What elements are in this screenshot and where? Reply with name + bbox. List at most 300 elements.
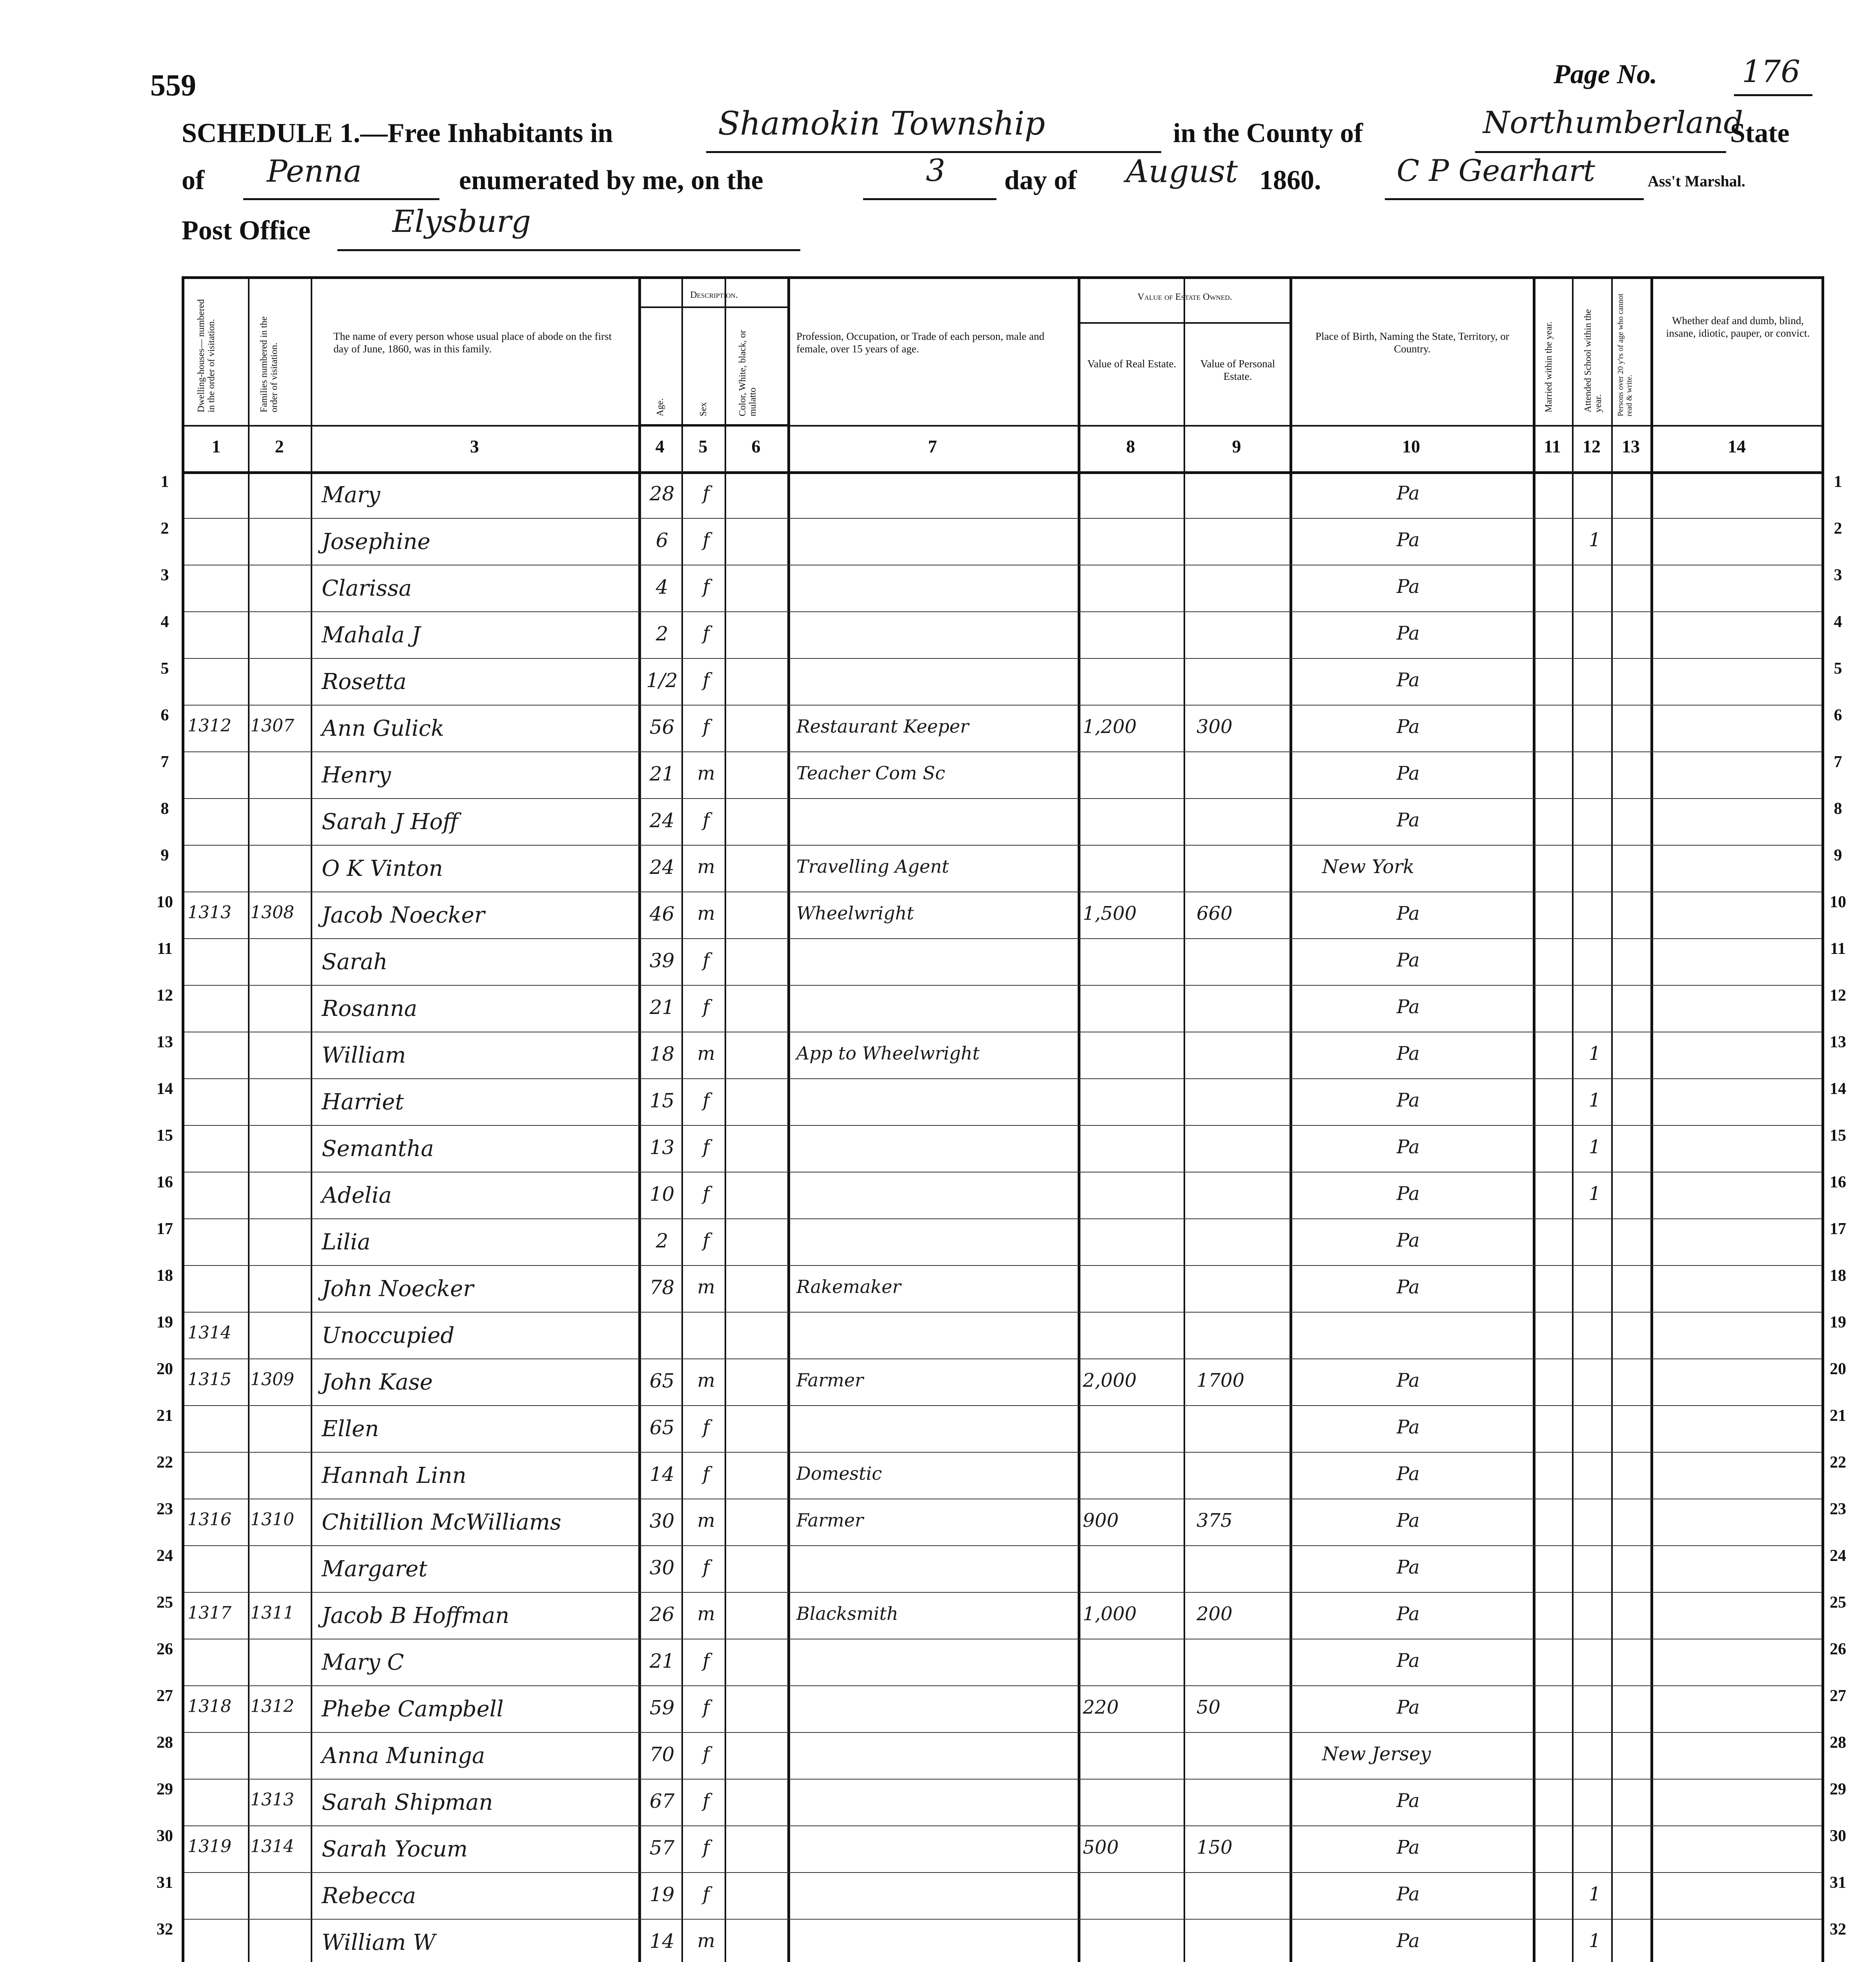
table-row [184,1499,1821,1545]
row-number: 27 [1830,1687,1846,1705]
age: 21 [649,996,675,1019]
year-value: 1860. [1259,165,1321,195]
age: 65 [649,1369,675,1392]
row-number: 15 [1830,1127,1846,1145]
birthplace: Pa [1397,1883,1420,1905]
row-number: 25 [157,1594,173,1612]
sex: f [703,1743,710,1765]
birthplace: Pa [1397,1556,1420,1578]
table-row [184,1825,1821,1872]
table-row [184,1452,1821,1499]
real-estate-value: 1,500 [1083,903,1137,924]
row-number: 15 [157,1127,173,1145]
birthplace: Pa [1397,1696,1420,1718]
row-number: 5 [1834,660,1842,678]
age: 19 [649,1883,675,1906]
person-name: Rebecca [322,1883,416,1909]
marshal-label: Ass't Marshal. [1648,172,1745,190]
person-name: Adelia [322,1183,392,1208]
header-bottom-line [184,425,1821,427]
row-number: 31 [1830,1874,1846,1892]
real-estate-value: 500 [1083,1836,1119,1858]
row-number: 8 [160,800,169,818]
birthplace: Pa [1397,1510,1420,1532]
sex: m [697,1510,715,1532]
attended-school: 1 [1588,1183,1601,1205]
age: 26 [649,1603,675,1626]
age: 56 [649,716,675,738]
sex: m [697,1043,715,1065]
real-estate-value: 900 [1083,1510,1119,1532]
dwelling-number: 1318 [188,1696,231,1716]
page-label: Page No. [1554,59,1657,89]
sex: f [703,529,710,551]
enumerated-label: enumerated by me, on the [459,165,763,195]
sex: m [697,856,715,878]
sex: f [703,1556,710,1578]
row-number: 30 [1830,1827,1846,1845]
row-number: 1 [160,473,169,491]
row-number: 20 [157,1360,173,1378]
page-number: 176 [1742,54,1800,89]
occupation: Farmer [796,1369,864,1391]
age: 30 [649,1510,675,1532]
sex: f [703,1463,710,1485]
sex: f [703,1650,710,1672]
row-number: 3 [1834,566,1842,584]
row-number: 24 [1830,1547,1846,1565]
age: 2 [656,1229,668,1252]
table-row [184,518,1821,565]
row-number: 19 [157,1313,173,1331]
state-label: State [1730,118,1790,148]
birthplace: Pa [1397,762,1420,784]
row-number: 16 [157,1173,173,1191]
table-row [184,611,1821,658]
age: 6 [656,529,668,552]
sex: m [697,1603,715,1625]
sex: f [703,576,710,598]
row-number: 11 [157,940,173,958]
birthplace: Pa [1397,576,1420,598]
birthplace: Pa [1397,903,1420,924]
sex: f [703,1790,710,1812]
birthplace: Pa [1397,1836,1420,1858]
row-number: 19 [1830,1313,1846,1331]
occupation: App to Wheelwright [796,1043,980,1064]
row-number: 18 [157,1267,173,1285]
age: 67 [649,1790,675,1812]
table-row [184,1919,1821,1962]
day-of-label: day of [1004,165,1077,195]
dwelling-number: 1319 [188,1836,231,1856]
col-number: 5 [698,436,708,456]
row-number: 11 [1830,940,1846,958]
birthplace: New York [1322,856,1415,878]
table-row [184,471,1821,518]
row-number: 2 [160,520,169,538]
attended-school: 1 [1588,1089,1601,1111]
row-number: 29 [1830,1780,1846,1798]
age: 24 [649,856,675,879]
col-number: 3 [470,436,479,456]
row-number: 22 [1830,1453,1846,1472]
birthplace: Pa [1397,1790,1420,1812]
col-number: 2 [275,436,284,456]
row-number: 1 [1834,473,1842,491]
age: 14 [649,1930,675,1953]
row-number: 14 [1830,1080,1846,1098]
table-row [184,1685,1821,1732]
table-row [184,1032,1821,1078]
township-value: Shamokin Township [718,105,1045,142]
row-number: 32 [157,1920,173,1938]
birthplace: New Jersey [1322,1743,1431,1765]
row-number: 9 [1834,846,1842,864]
col10-header: Place of Birth, Naming the State, Territory, or Country. [1315,330,1509,355]
table-row [184,938,1821,985]
occupation: Wheelwright [796,903,914,924]
birthplace: Pa [1397,1089,1420,1111]
occupation: Farmer [796,1510,864,1531]
person-name: Unoccupied [322,1323,455,1348]
row-number: 10 [157,893,173,911]
row-number: 14 [157,1080,173,1098]
row-number: 16 [1830,1173,1846,1191]
family-number: 1313 [250,1790,294,1810]
person-name: Chitillion McWilliams [322,1510,561,1535]
col9-header: Value of Personal Estate. [1200,358,1275,382]
col14-header: Whether deaf and dumb, blind, insane, idiotic, pauper, or convict. [1666,315,1810,339]
age: 13 [649,1136,675,1159]
row-numbers-right [1826,469,1854,1962]
dwelling-number: 1317 [188,1603,231,1623]
col1-header: Dwelling-houses— numbered in the order of visitation. [196,299,217,412]
attended-school: 1 [1588,1043,1601,1065]
person-name: Henry [322,762,391,788]
dwelling-number: 1316 [188,1510,231,1530]
row-number: 22 [157,1453,173,1472]
birthplace: Pa [1397,1463,1420,1485]
person-name: William W [322,1930,436,1955]
person-name: John Noecker [322,1276,474,1302]
birthplace: Pa [1397,809,1420,831]
marshal-value: C P Gearhart [1397,153,1596,188]
row-number: 7 [160,753,169,771]
age: 1/2 [646,669,678,692]
person-name: O K Vinton [322,856,443,881]
row-number: 27 [157,1687,173,1705]
sex: f [703,1183,710,1205]
col-number: 7 [928,436,937,456]
sex: m [697,762,715,784]
row-number: 12 [157,986,173,1005]
table-row [184,658,1821,705]
sex: f [703,809,710,831]
col-number: 12 [1583,436,1601,456]
sex: f [703,1136,710,1158]
occupation: Teacher Com Sc [796,762,945,784]
row-number: 23 [157,1500,173,1518]
table-row [184,751,1821,798]
table-row [184,1312,1821,1358]
row-number: 9 [160,846,169,864]
dwelling-number: 1314 [188,1323,231,1343]
occupation: Rakemaker [796,1276,901,1297]
post-office-label: Post Office [182,215,311,246]
col-number: 10 [1402,436,1420,456]
row-number: 25 [1830,1594,1846,1612]
schedule-title: SCHEDULE 1.—Free Inhabitants in [182,118,613,148]
post-office-value: Elysburg [392,204,531,239]
row-number: 29 [157,1780,173,1798]
state-value: Penna [267,154,362,189]
col-number: 4 [655,436,665,456]
age: 30 [649,1556,675,1579]
row-numbers-left [153,469,180,1962]
person-name: Phebe Campbell [322,1696,504,1722]
table-row [184,845,1821,892]
age: 4 [656,576,668,598]
sex: f [703,716,710,738]
data-rows [184,471,1821,1962]
family-number: 1309 [250,1369,294,1389]
age: 21 [649,762,675,785]
table-row [184,892,1821,938]
age: 18 [649,1043,675,1065]
person-name: Anna Muninga [322,1743,485,1769]
sex: f [703,1696,710,1718]
table-row [184,1358,1821,1405]
sex: m [697,903,715,924]
sex: f [703,622,710,644]
real-estate-value: 1,000 [1083,1603,1137,1625]
row-number: 28 [157,1734,173,1752]
age: 2 [656,622,668,645]
dwelling-number: 1313 [188,903,231,923]
person-name: Margaret [322,1556,428,1582]
row-number: 20 [1830,1360,1846,1378]
person-name: Sarah J Hoff [322,809,459,835]
row-number: 21 [157,1407,173,1425]
sex: f [703,949,710,971]
col-number: 13 [1622,436,1640,456]
table-row [184,1779,1821,1825]
col11-header: Married within the year. [1544,321,1554,412]
col-number: 14 [1728,436,1746,456]
family-number: 1307 [250,716,294,736]
occupation: Domestic [796,1463,882,1484]
age: 14 [649,1463,675,1486]
row-number: 6 [1834,706,1842,724]
row-number: 8 [1834,800,1842,818]
personal-estate-value: 50 [1197,1696,1221,1718]
col2-header: Families numbered in the order of visitation. [259,316,279,412]
age: 28 [649,482,675,505]
state-line [243,198,439,200]
age: 21 [649,1650,675,1672]
sex: f [703,996,710,1018]
table-row [184,985,1821,1032]
birthplace: Pa [1397,1650,1420,1672]
birthplace: Pa [1397,1930,1420,1952]
birthplace: Pa [1397,622,1420,644]
table-row [184,565,1821,611]
birthplace: Pa [1397,716,1420,738]
row-number: 21 [1830,1407,1846,1425]
person-name: Mary C [322,1650,404,1675]
age: 65 [649,1416,675,1439]
row-number: 26 [1830,1640,1846,1658]
col3-header: The name of every person whose usual place of abode on the first day of June, 1860, was in this family. [333,330,612,355]
person-name: Ann Gulick [322,716,444,741]
sex: m [697,1369,715,1391]
row-number: 32 [1830,1920,1846,1938]
personal-estate-value: 660 [1197,903,1233,924]
county-label: in the County of [1173,118,1363,148]
row-number: 2 [1834,520,1842,538]
census-table [182,276,1824,1962]
col-number: 6 [751,436,761,456]
person-name: William [322,1043,406,1068]
row-number: 10 [1830,893,1846,911]
birthplace: Pa [1397,482,1420,504]
age: 59 [649,1696,675,1719]
person-name: Lilia [322,1229,371,1255]
sex: f [703,1229,710,1251]
col7-header: Profession, Occupation, or Trade of each person, male and female, over 15 years of age. [796,330,1045,355]
sex: f [703,1883,710,1905]
age: 39 [649,949,675,972]
person-name: Rosetta [322,669,407,695]
table-row [184,1125,1821,1172]
table-row [184,798,1821,845]
page-number-line [1734,94,1812,96]
row-number: 3 [160,566,169,584]
col8-header: Value of Real Estate. [1087,358,1177,370]
sex: f [703,1836,710,1858]
col4-header: Age. [655,398,665,416]
dwelling-number: 1315 [188,1369,231,1389]
sex: f [703,1089,710,1111]
birthplace: Pa [1397,1136,1420,1158]
person-name: Sarah Shipman [322,1790,493,1815]
family-number: 1314 [250,1836,294,1856]
personal-estate-value: 375 [1197,1510,1233,1532]
table-row [184,1218,1821,1265]
personal-estate-value: 150 [1197,1836,1233,1858]
row-number: 12 [1830,986,1846,1005]
value-estate-header: Value of Estate Owned. [1137,292,1232,302]
family-number: 1312 [250,1696,294,1716]
family-number: 1311 [250,1603,294,1623]
col13-header: Persons over 20 y'rs of age who cannot read & write. [1616,294,1634,416]
row-number: 4 [1834,613,1842,631]
post-office-line [337,249,800,251]
table-row [184,705,1821,751]
table-row [184,1265,1821,1312]
table-row [184,1405,1821,1452]
birthplace: Pa [1397,1043,1420,1065]
col-number: 1 [211,436,221,456]
day-line [863,198,996,200]
attended-school: 1 [1588,1883,1601,1905]
table-row [184,1172,1821,1218]
table-row [184,1732,1821,1779]
personal-estate-value: 1700 [1197,1369,1245,1391]
col5-header: Sex [698,402,709,416]
of-label: of [182,165,205,195]
person-name: John Kase [322,1369,433,1395]
real-estate-value: 2,000 [1083,1369,1137,1391]
row-number: 17 [1830,1220,1846,1238]
age: 70 [649,1743,675,1766]
table-row [184,1545,1821,1592]
birthplace: Pa [1397,1416,1420,1438]
person-name: Hannah Linn [322,1463,466,1488]
sub-line [1078,322,1290,324]
dwelling-number: 1312 [188,716,231,736]
family-number: 1310 [250,1510,294,1530]
table-row [184,1639,1821,1685]
row-number: 31 [157,1874,173,1892]
row-number: 7 [1834,753,1842,771]
birthplace: Pa [1397,669,1420,691]
col6-header: Color, White, black, or mulatto [738,330,758,416]
birthplace: Pa [1397,1369,1420,1391]
table-row [184,1592,1821,1639]
col-number: 8 [1126,436,1135,456]
row-number: 28 [1830,1734,1846,1752]
sex: m [697,1930,715,1952]
row-number: 13 [157,1033,173,1051]
col-number: 11 [1544,436,1561,456]
row-number: 5 [160,660,169,678]
birthplace: Pa [1397,1229,1420,1251]
birthplace: Pa [1397,996,1420,1018]
month-value: August [1126,153,1238,190]
row-number: 26 [157,1640,173,1658]
county-value: Northumberland [1483,105,1743,140]
person-name: Clarissa [322,576,412,601]
row-number: 17 [157,1220,173,1238]
person-name: Jacob Noecker [322,903,485,928]
real-estate-value: 220 [1083,1696,1119,1718]
row-number: 6 [160,706,169,724]
personal-estate-value: 300 [1197,716,1233,738]
occupation: Blacksmith [796,1603,898,1624]
day-value: 3 [926,153,945,188]
occupation: Restaurant Keeper [796,716,969,737]
person-name: Rosanna [322,996,417,1021]
sex: f [703,482,710,504]
person-name: Mahala J [322,622,421,648]
real-estate-value: 1,200 [1083,716,1137,738]
sex: f [703,669,710,691]
table-row [184,1872,1821,1919]
sex: f [703,1416,710,1438]
personal-estate-value: 200 [1197,1603,1233,1625]
person-name: Ellen [322,1416,379,1442]
attended-school: 1 [1588,1930,1601,1952]
col12-header: Attended School within the year. [1583,309,1603,412]
sex: m [697,1276,715,1298]
table-row [184,1078,1821,1125]
birthplace: Pa [1397,1603,1420,1625]
age: 57 [649,1836,675,1859]
age: 15 [649,1089,675,1112]
person-name: Sarah [322,949,388,975]
